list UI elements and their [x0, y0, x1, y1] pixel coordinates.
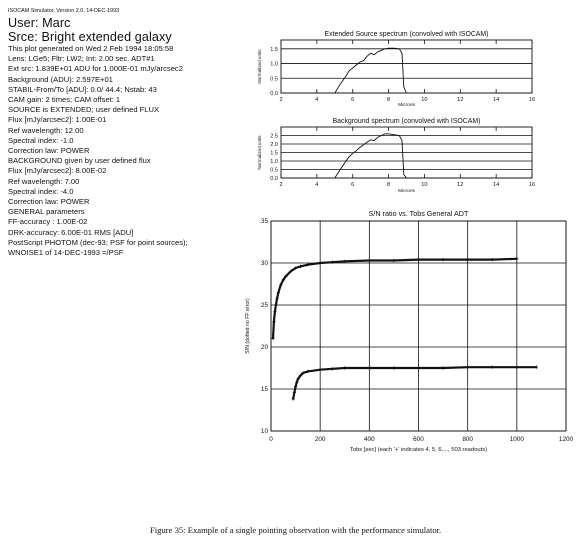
x-tick-label: 600	[413, 436, 424, 443]
x-tick-label: 8	[387, 97, 391, 103]
parameter-line: PostScript PHOTOM (dec-93; PSF for point sources);	[8, 237, 188, 247]
y-axis-label: S/N (dotted no FF error)	[245, 298, 251, 354]
parameter-line: CAM gain: 2 times; CAM offset: 1	[8, 95, 121, 105]
y-tick-label: 0.5	[270, 76, 278, 83]
y-tick-label: 15	[260, 386, 268, 393]
sn-curve-series-2	[293, 367, 536, 399]
y-tick-label: 25	[260, 302, 268, 309]
x-tick-label: 4	[315, 182, 319, 188]
parameter-line: Spectral index: -1.0	[8, 135, 74, 145]
x-tick-label: 2	[279, 97, 283, 103]
parameter-line: Correction law: POWER	[8, 197, 90, 207]
x-tick-label: 14	[493, 182, 500, 188]
x-tick-label: 1000	[509, 436, 524, 443]
parameter-line: GENERAL parameters	[8, 207, 85, 217]
parameter-line: SOURCE is EXTENDED; user defined FLUX	[8, 105, 160, 115]
simulator-header: ISOCAM Simulator, Version 2.0, 14-DEC-1993	[8, 8, 120, 14]
chart-title: S/N ratio vs. Tobs General ADT	[368, 209, 469, 218]
y-tick-label: 0.0	[270, 176, 278, 182]
x-axis-label: Tobs [sec] (each '+' indicates 4, 5, 6,..., 503 readouts)	[349, 447, 488, 453]
parameter-line: Ref wavelength: 12.00	[8, 125, 84, 135]
x-tick-label: 0	[269, 436, 273, 443]
parameter-line: This plot generated on Wed 2 Feb 1994 18:05:58	[8, 44, 174, 53]
y-axis-label: Normalized units	[257, 135, 262, 170]
parameter-line: Correction law: POWER	[8, 146, 90, 156]
x-tick-label: 10	[421, 97, 428, 103]
parameter-line: Flux [mJy/arcsec2]: 8.00E-02	[8, 166, 107, 176]
y-tick-label: 1.0	[270, 159, 278, 165]
sn-curve-series-1	[273, 259, 517, 339]
y-tick-label: 1.5	[270, 46, 278, 53]
x-axis-label: Microns	[398, 189, 415, 194]
figure-caption: Figure 35: Example of a single pointing observation with the performance simulator.	[150, 525, 442, 535]
parameter-line: Spectral index: -4.0	[8, 186, 74, 196]
y-tick-label: 0.5	[270, 167, 278, 174]
spectrum-line	[335, 48, 407, 93]
y-tick-label: 2.5	[270, 133, 278, 140]
x-tick-label: 16	[528, 97, 536, 103]
x-tick-label: 14	[493, 97, 500, 103]
chart-title: Background spectrum (convolved with ISOCAM)	[332, 118, 481, 125]
parameter-line: DRK-accuracy: 6.00E-01 RMS [ADU]	[8, 227, 134, 237]
y-tick-label: 1.5	[270, 150, 278, 157]
y-tick-label: 0.0	[270, 91, 278, 97]
y-tick-label: 20	[260, 344, 268, 351]
x-tick-label: 8	[387, 182, 391, 188]
x-tick-label: 4	[315, 97, 319, 103]
parameter-line: STABIL-From/To [ADU]: 0.0/ 44.4; Nstab: 43	[8, 84, 157, 94]
y-tick-label: 2.0	[270, 142, 278, 148]
parameter-line: FF-accuracy : 1.00E-02	[8, 217, 88, 227]
parameter-line: Ref wavelength: 7.00	[8, 176, 80, 186]
user-line: User: Marc	[8, 16, 71, 30]
y-tick-label: 30	[260, 260, 268, 267]
parameter-line: Lens: LGe5; Fltr: LW2; Int: 2.00 sec. ADT#1	[8, 54, 155, 64]
parameter-line: BACKGROUND given by user defined flux	[8, 156, 151, 166]
x-tick-label: 10	[421, 182, 428, 188]
y-tick-label: 35	[260, 218, 268, 225]
parameter-line: Background (ADU): 2.597E+01	[8, 74, 113, 84]
x-tick-label: 200	[314, 436, 326, 443]
plot-frame	[281, 40, 532, 93]
y-axis-label: Normalized units	[257, 49, 262, 84]
x-tick-label: 6	[351, 182, 355, 188]
x-axis-label: Microns	[398, 103, 415, 108]
y-tick-label: 1.0	[270, 61, 278, 68]
x-tick-label: 800	[462, 436, 474, 443]
x-tick-label: 2	[279, 182, 283, 188]
spectrum-line	[335, 134, 407, 178]
y-tick-label: 10	[260, 428, 268, 435]
x-tick-label: 16	[528, 182, 536, 188]
x-tick-label: 400	[363, 436, 375, 443]
source-line: Srce: Bright extended galaxy	[8, 30, 172, 44]
parameter-line: WNOISE1 of 14-DEC-1993 =/PSF	[8, 248, 124, 258]
x-tick-label: 12	[457, 97, 464, 103]
parameter-line: Ext src: 1.839E+01 ADU for 1.000E-01 mJy/arcsec2	[8, 64, 183, 74]
x-tick-label: 12	[457, 182, 464, 188]
x-tick-label: 6	[351, 97, 355, 103]
chart-title: Extended Source spectrum (convolved with ISOCAM)	[324, 31, 489, 38]
x-tick-label: 1200	[558, 436, 574, 443]
parameter-line: Flux [mJy/arcsec2]: 1.00E-01	[8, 115, 107, 125]
